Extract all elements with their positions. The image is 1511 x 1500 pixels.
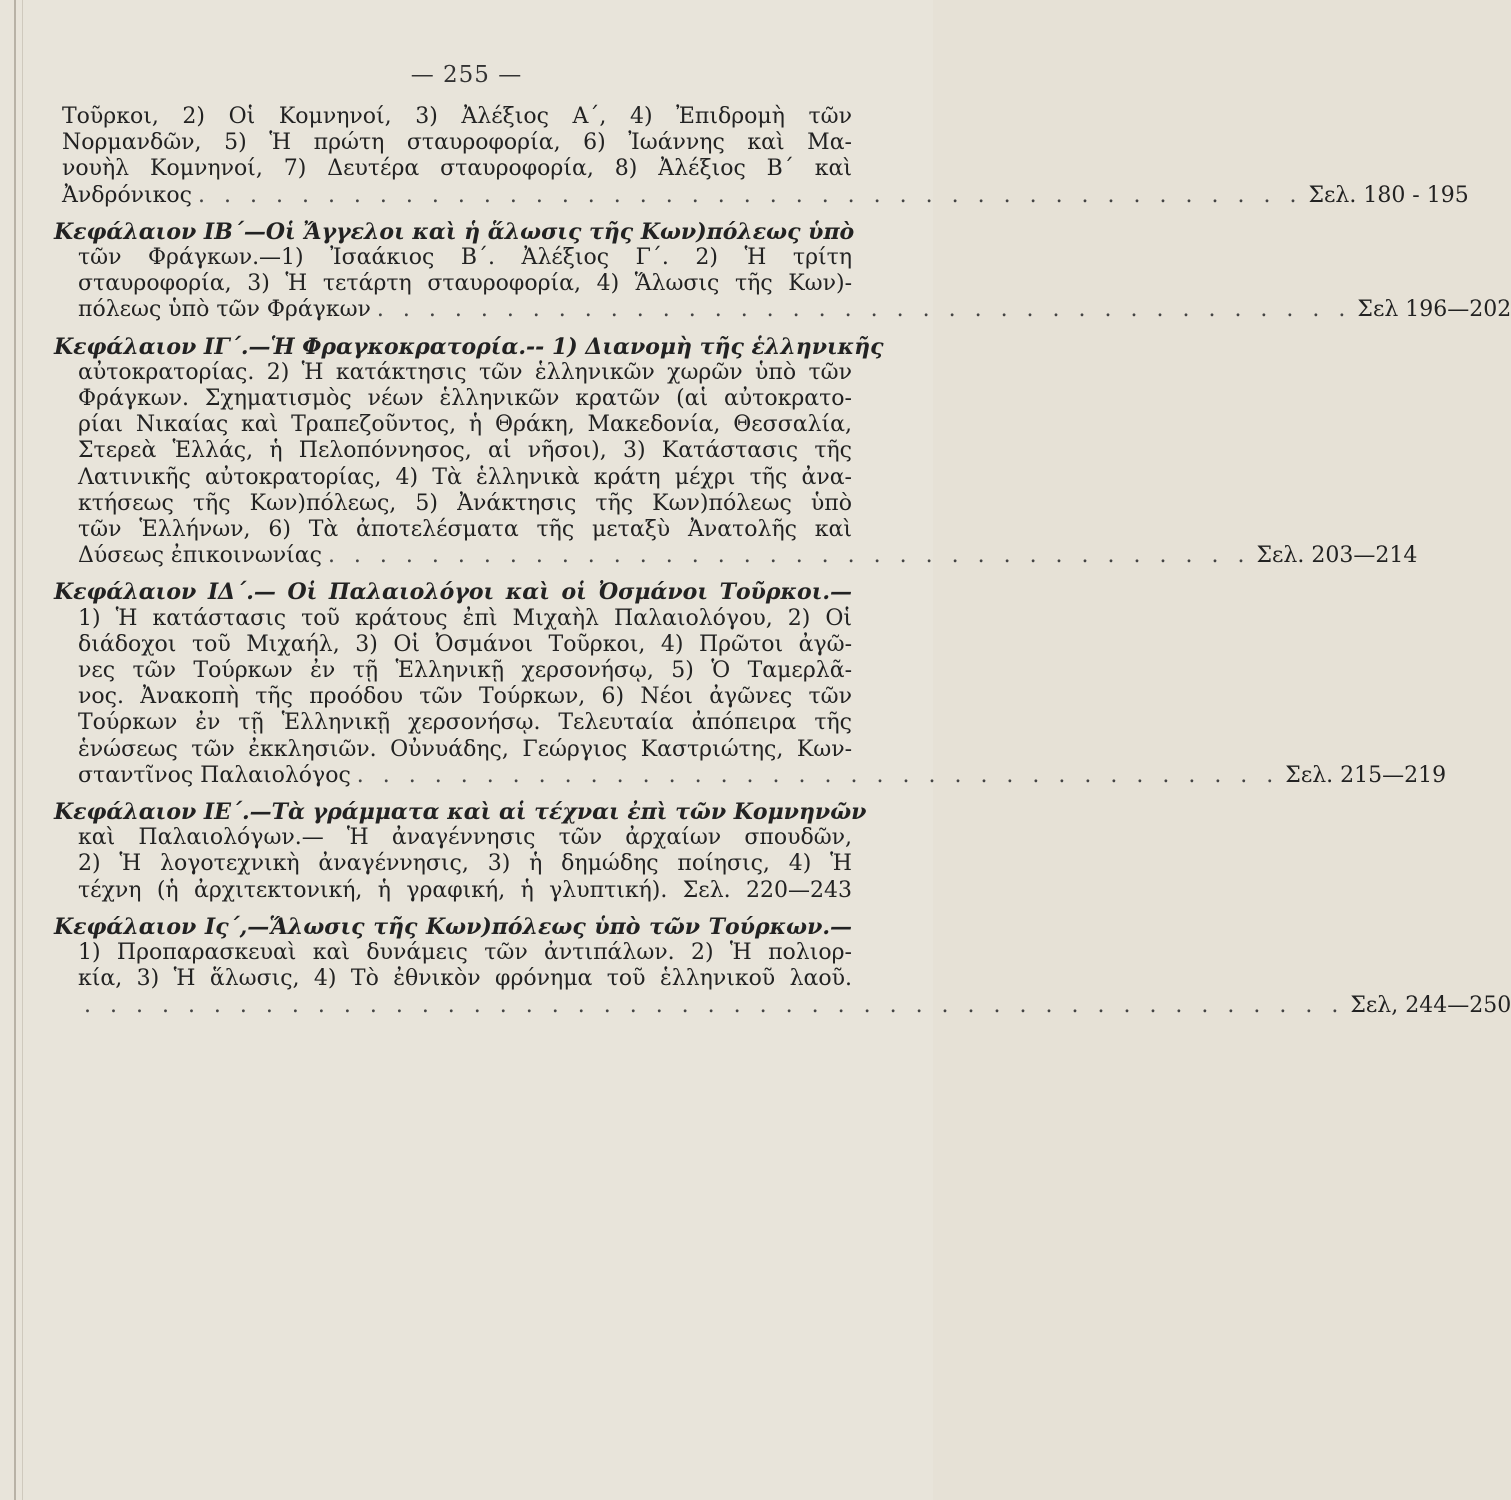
toc-line-with-pages: τέχνη (ἡ ἀρχιτεκτονική, ἡ γραφική, ἡ γλυπτική). Σελ. 220—243 bbox=[78, 877, 852, 903]
chapter-heading: Κεφάλαιον ΙΓ΄.—Ἡ Φραγκοκρατορία.-- 1) Διανομὴ τῆς ἑλληνικῆς bbox=[54, 333, 884, 360]
page-range: Σελ. 180 - 195 bbox=[1308, 182, 1469, 208]
toc-entry-chapter-16 bbox=[54, 913, 1511, 1019]
toc-line: τῶν Ἑλλήνων, 6) Τὰ ἀποτελέσματα τῆς μεταξὺ Ἀνατολῆς καὶ bbox=[78, 517, 852, 543]
toc-line: Φράγκων. Σχηματισμὸς νέων ἑλληνικῶν κρατῶν (αἱ αὐτοκρατο- bbox=[78, 386, 852, 412]
page-range: Σελ. 215—219 bbox=[1285, 762, 1447, 788]
page-range: Σελ 196—202 bbox=[1357, 297, 1511, 323]
toc-line: Τούρκων ἐν τῇ Ἑλληνικῇ χερσονήσῳ. Τελευταία ἀπόπειρα τῆς bbox=[78, 710, 852, 736]
toc-line: Τοῦρκοι, 2) Οἱ Κομνηνοί, 3) Ἀλέξιος Α΄, 4) Ἐπιδρομὴ τῶν bbox=[62, 104, 852, 129]
toc-line: Στερεὰ Ἑλλάς, ἡ Πελοπόννησος, αἱ νῆσοι), 3) Κατάστασις τῆς bbox=[78, 438, 852, 464]
toc-line-with-pages bbox=[54, 762, 1447, 789]
toc-line-text: Δύσεως ἐπικοινωνίας bbox=[78, 543, 322, 569]
toc-line: τῶν Φράγκων.—1) Ἰσαάκιος Β΄. Ἀλέξιος Γ΄. 2) Ἡ τρίτη bbox=[78, 245, 852, 271]
toc-line: κία, 3) Ἡ ἅλωσις, 4) Τὸ ἐθνικὸν φρόνημα τοῦ ἑλληνικοῦ λαοῦ. bbox=[78, 966, 852, 992]
page-number: — 255 — bbox=[410, 62, 523, 88]
page-edge-shadow bbox=[14, 0, 16, 1500]
toc-line-text: Ἀνδρόνικος bbox=[62, 182, 193, 208]
toc-line: κτήσεως τῆς Κων)πόλεως, 5) Ἀνάκτησις τῆς Κων)πόλεως ὑπὸ bbox=[78, 490, 852, 516]
toc-line: νες τῶν Τούρκων ἐν τῇ Ἑλληνικῇ χερσονήσῳ, 5) Ὁ Ταμερλᾶ- bbox=[78, 658, 852, 684]
dot-leader: . . . . . . . . . . . . . . . . . . . . . . . . . . . . . . . . . . . . bbox=[327, 543, 1251, 569]
toc-line: σταυροφορία, 3) Ἡ τετάρτη σταυροφορία, 4) Ἅλωσις τῆς Κων)- bbox=[78, 271, 852, 297]
dot-leader: . . . . . . . . . . . . . . . . . . . . . . . . . . . . . . . . . . . . bbox=[356, 762, 1280, 788]
table-of-contents bbox=[54, 104, 1511, 1029]
toc-line: Λατινικῆς αὐτοκρατορίας, 4) Τὰ ἑλληνικὰ κράτη μέχρι τῆς ἀνα- bbox=[78, 464, 852, 490]
toc-entry-chapter-12 bbox=[54, 218, 1511, 324]
toc-line-with-pages bbox=[54, 297, 1511, 323]
toc-line: Νορμανδῶν, 5) Ἡ πρώτη σταυροφορία, 6) Ἰωάννης καὶ Μα- bbox=[62, 130, 852, 156]
toc-entry-chapter-11-continued bbox=[62, 104, 1469, 209]
page-range: Σελ, 244—250 bbox=[1350, 992, 1511, 1018]
toc-entry-chapter-15 bbox=[54, 799, 867, 904]
page-edge-shadow-inner bbox=[22, 0, 23, 1500]
toc-line: αὐτοκρατορίας. 2) Ἡ κατάκτησις τῶν ἑλληνικῶν χωρῶν ὑπὸ τῶν bbox=[78, 359, 852, 385]
toc-line: 1) Ἡ κατάστασις τοῦ κράτους ἐπὶ Μιχαὴλ Παλαιολόγου, 2) Οἱ bbox=[78, 605, 852, 631]
toc-line-text: σταντῖνος Παλαιολόγος bbox=[78, 762, 351, 788]
toc-line: ρίαι Νικαίας καὶ Τραπεζοῦντος, ἡ Θράκη, Μακεδονία, Θεσσαλία, bbox=[78, 412, 852, 438]
toc-line-text: πόλεως ὑπὸ τῶν Φράγκων bbox=[78, 297, 371, 323]
toc-line: νουὴλ Κομνηνοί, 7) Δευτέρα σταυροφορία, 8) Ἀλέξιος Β΄ καὶ bbox=[62, 156, 852, 182]
toc-line: καὶ Παλαιολόγων.— Ἡ ἀναγέννησις τῶν ἀρχαίων σπουδῶν, bbox=[78, 825, 852, 851]
dot-leader: . . . . . . . . . . . . . . . . . . . . . . . . . . . . . . . . . . . . . . . . . . . bbox=[198, 182, 1303, 208]
toc-line-with-pages bbox=[62, 182, 1469, 209]
toc-line: 1) Προπαρασκευαὶ καὶ δυνάμεις τῶν ἀντιπάλων. 2) Ἡ πολιορ- bbox=[78, 940, 852, 966]
chapter-heading: Κεφάλαιον ΙΔ΄.— Οἱ Παλαιολόγοι καὶ οἱ Ὀσμάνοι Τοῦρκοι.— bbox=[54, 579, 852, 606]
toc-line-with-pages bbox=[54, 992, 1511, 1019]
toc-line: νος. Ἀνακοπὴ τῆς προόδου τῶν Τούρκων, 6) Νέοι ἀγῶνες τῶν bbox=[78, 684, 852, 710]
toc-line: ἑνώσεως τῶν ἐκκλησιῶν. Οὐνυάδης, Γεώργιος Καστριώτης, Κων- bbox=[78, 736, 852, 762]
page-range: Σελ. 203—214 bbox=[1256, 543, 1418, 569]
toc-line: 2) Ἡ λογοτεχνικὴ ἀναγέννησις, 3) ἡ δημώδης ποίησις, 4) Ἡ bbox=[78, 851, 852, 877]
chapter-heading: Κεφάλαιον Ις΄,—Ἅλωσις τῆς Κων)πόλεως ὑπὸ τῶν Τούρκων.— bbox=[54, 913, 852, 940]
dot-leader: . . . . . . . . . . . . . . . . . . . . . . . . . . . . . . . . . . . . . . . . . . . . . . . . . bbox=[84, 992, 1345, 1018]
chapter-heading: Κεφάλαιον ΙΕ΄.—Τὰ γράμματα καὶ αἱ τέχναι ἐπὶ τῶν Κομνηνῶν bbox=[54, 799, 867, 826]
toc-line: διάδοχοι τοῦ Μιχαήλ, 3) Οἱ Ὀσμάνοι Τοῦρκοι, 4) Πρῶτοι ἀγῶ- bbox=[78, 631, 852, 657]
toc-entry-chapter-14 bbox=[54, 579, 1447, 789]
toc-entry-chapter-13 bbox=[54, 333, 1418, 570]
dot-leader: . . . . . . . . . . . . . . . . . . . . . . . . . . . . . . . . . . . . . . bbox=[376, 297, 1352, 323]
toc-line-with-pages bbox=[54, 543, 1418, 569]
chapter-heading: Κεφάλαιον ΙΒ΄—Οἱ Ἄγγελοι καὶ ἡ ἅλωσις τῆς Κων)πόλεως ὑπὸ bbox=[54, 218, 855, 245]
